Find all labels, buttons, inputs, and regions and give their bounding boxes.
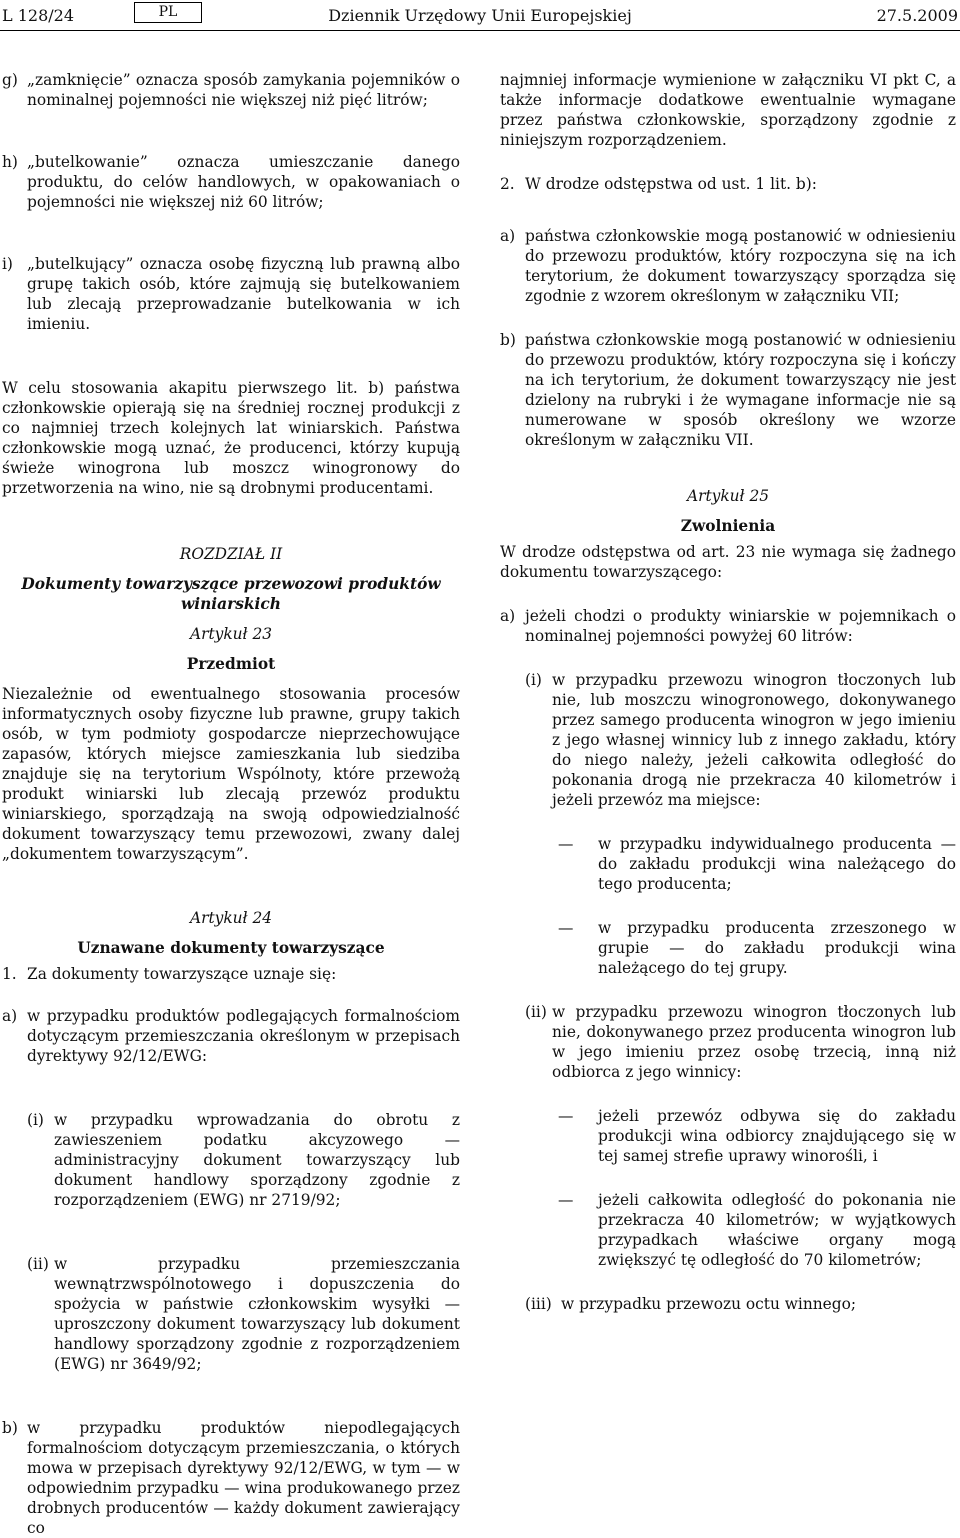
list-item-a — [2, 1006, 460, 1066]
item-text: w przypadku przewozu octu winnego; — [561, 1295, 857, 1313]
paragraph: Niezależnie od ewentualnego stosowania procesów informatycznych osoby fizyczne lub prawne, grupy takich osób, w tym podmioty gospodarcze nieprzechowujące zapasów, których miejsce zamieszkania lub siedziba znajduje się na terytorium Wspólnoty, które przewożą produkt winiarski lub zlecają przewóz produktu winiarskiego, sporządzają na swoją odpowiedzialność dokument towarzyszący temu przewozowi, zwany dalej „dokumentem towarzyszącym”. — [2, 685, 460, 863]
paragraph-continuation: najmniej informacje wymienione w załączniku VI pkt C, a także informacje dodatkowe ewentualnie wymagane przez państwa członkowskie, sporządzony zgodnie z niniejszym rozporządzeniem. — [500, 71, 956, 149]
item-text: jeżeli chodzi o produkty winiarskie w pojemnikach o nominalnej pojemności powyżej 60 litrów: — [525, 607, 956, 645]
item-text: w przypadku przemieszczania wewnątrzwspólnotowego i dopuszczenia do spożycia w państwie członkowskim wysyłki — uproszczony dokument towarzyszący lub dokument handlowy sporządzony zgodnie z rozporządzeniem (EWG) nr 3649/92; — [54, 1255, 460, 1373]
list-item-a — [500, 606, 956, 646]
list-item-a-ii — [27, 1254, 460, 1374]
dash-label: — — [558, 919, 574, 937]
paragraph-text: W drodze odstępstwa od ust. 1 lit. b): — [525, 175, 817, 193]
publication-date: 27.5.2009 — [876, 6, 958, 25]
item-label: a) — [500, 227, 516, 245]
item-label: b) — [500, 331, 516, 349]
page-header — [0, 0, 960, 31]
article-number: Artykuł 24 — [189, 909, 273, 927]
left-column — [2, 70, 460, 1538]
dash-item — [558, 1106, 956, 1166]
item-text: jeżeli przewóz odbywa się do zakładu produkcji wina odbiorcy znajdującego się w tej samej strefie uprawy winorośli, i — [598, 1107, 956, 1165]
item-text: w przypadku produktów niepodlegających formalnościom dotyczącym przemieszczania, o których mowa w przepisach dyrektywy 92/12/EWG, w tym — w odpowiednim przypadku — wina produkowanego przez drobnych producentów — każdy dokument zawierający co — [27, 1419, 460, 1537]
paragraph: W drodze odstępstwa od art. 23 nie wymaga się żadnego dokumentu towarzyszącego: — [500, 543, 956, 581]
language-badge: PL — [134, 2, 202, 23]
item-text: w przypadku indywidualnego producenta — do zakładu produkcji wina należącego do tego producenta; — [598, 835, 956, 893]
chapter-heading: ROZDZIAŁ II — [179, 545, 283, 563]
item-label: b) — [2, 1419, 18, 1437]
journal-title: Dziennik Urzędowy Unii Europejskiej — [328, 6, 632, 25]
item-label: a) — [500, 607, 516, 625]
list-item-a-i — [27, 1110, 460, 1210]
item-text: jeżeli całkowita odległość do pokonania nie przekracza 40 kilometrów; w wyjątkowych przypadkach właściwe organy mogą zwiększyć tę odległość do 70 kilometrów; — [598, 1191, 956, 1269]
item-label: (i) — [27, 1111, 44, 1129]
dash-item — [558, 834, 956, 894]
paragraph-2 — [500, 174, 956, 194]
item-label: (iii) — [525, 1295, 552, 1313]
list-item-a-iii — [525, 1294, 956, 1314]
list-item-b — [500, 330, 956, 450]
article-number: Artykuł 23 — [189, 625, 273, 643]
paragraph-number: 2. — [500, 175, 515, 193]
item-text: w przypadku przewozu winogron tłoczonych lub nie, dokonywanego przez producenta winogron lub w jego imieniu przez osobę trzecią, inną niż odbiorca z jego winnicy: — [552, 1003, 956, 1081]
item-label: g) — [2, 71, 18, 89]
dash-item — [558, 1190, 956, 1270]
item-text: państwa członkowskie mogą postanowić w odniesieniu do przewozu produktów, który rozpoczyna się i kończy na ich terytorium, że dokument towarzyszący nie jest dzielony na rubryki i że wymagane informacje nie są numerowane w sposób określony we wzorze określonym w załączniku VII. — [525, 331, 956, 449]
page-number: L 128/24 — [2, 6, 74, 25]
item-label: (ii) — [525, 1003, 547, 1021]
paragraph-number: 1. — [2, 965, 17, 983]
chapter-title: Dokumenty towarzyszące przewozowi produktów winiarskich — [21, 575, 441, 613]
item-text: w przypadku producenta zrzeszonego w grupie — do zakładu produkcji wina należącego do tej grupy. — [598, 919, 956, 977]
item-label: i) — [2, 255, 13, 273]
dash-label: — — [558, 835, 574, 853]
item-text: „zamknięcie” oznacza sposób zamykania pojemników o nominalnej pojemności nie większej niż pięć litrów; — [27, 71, 460, 109]
list-item-a-ii — [525, 1002, 956, 1082]
definition-i — [2, 254, 460, 334]
article-title: Przedmiot — [186, 655, 276, 673]
definition-h — [2, 152, 460, 212]
article-title: Uznawane dokumenty towarzyszące — [77, 939, 385, 957]
paragraph-text: Za dokumenty towarzyszące uznaje się: — [27, 965, 337, 983]
definition-g — [2, 70, 460, 110]
list-item-a-i — [525, 670, 956, 810]
article-number: Artykuł 25 — [686, 487, 770, 505]
article-title: Zwolnienia — [680, 517, 776, 535]
item-text: w przypadku przewozu winogron tłoczonych lub nie, lub moszczu winogronowego, dokonywanego przez samego producenta winogron w jego imieniu z jego własnej winnicy lub z innego zakładu, który do niego należy, jeżeli całkowita odległość do pokonania drogą nie przekracza 40 kilometrów i jeżeli przewóz ma miejsce: — [552, 671, 956, 809]
dash-item — [558, 918, 956, 978]
dash-label: — — [558, 1107, 574, 1125]
item-label: h) — [2, 153, 18, 171]
paragraph-1 — [2, 964, 460, 984]
item-label: a) — [2, 1007, 18, 1025]
item-label: (ii) — [27, 1255, 49, 1273]
paragraph: W celu stosowania akapitu pierwszego lit. b) państwa członkowskie opierają się na średniej rocznej produkcji z co najmniej trzech kolejnych lat winiarskich. Państwa członkowskie mogą uznać, że producenci, którzy kupują świeże winogrona lub moszcz winogronowy do przetworzenia na wino, nie są drobnymi producentami. — [2, 379, 460, 497]
item-text: w przypadku produktów podlegających formalnościom dotyczącym przemieszczania określonym w przepisach dyrektywy 92/12/EWG: — [27, 1007, 460, 1065]
right-column — [500, 70, 956, 1314]
item-label: (i) — [525, 671, 542, 689]
item-text: „butelkujący” oznacza osobę fizyczną lub prawną albo grupę takich osób, które zajmują się butelkowaniem lub zlecają przeprowadzanie butelkowania w ich imieniu. — [27, 255, 460, 333]
item-text: w przypadku wprowadzania do obrotu z zawieszeniem podatku akcyzowego — administracyjny dokument towarzyszący lub dokument handlowy sporządzony zgodnie z rozporządzeniem (EWG) nr 2719/92; — [54, 1111, 460, 1209]
dash-label: — — [558, 1191, 574, 1209]
list-item-b — [2, 1418, 460, 1538]
item-text: „butelkowanie” oznacza umieszczanie danego produktu, do celów handlowych, w opakowaniach o pojemności nie większej niż 60 litrów; — [27, 153, 460, 211]
list-item-a — [500, 226, 956, 306]
item-text: państwa członkowskie mogą postanowić w odniesieniu do przewozu produktów, który rozpoczyna się na ich terytorium, że dokument towarzyszący sporządza się zgodnie z wzorem określonym w załączniku VII; — [525, 227, 956, 305]
